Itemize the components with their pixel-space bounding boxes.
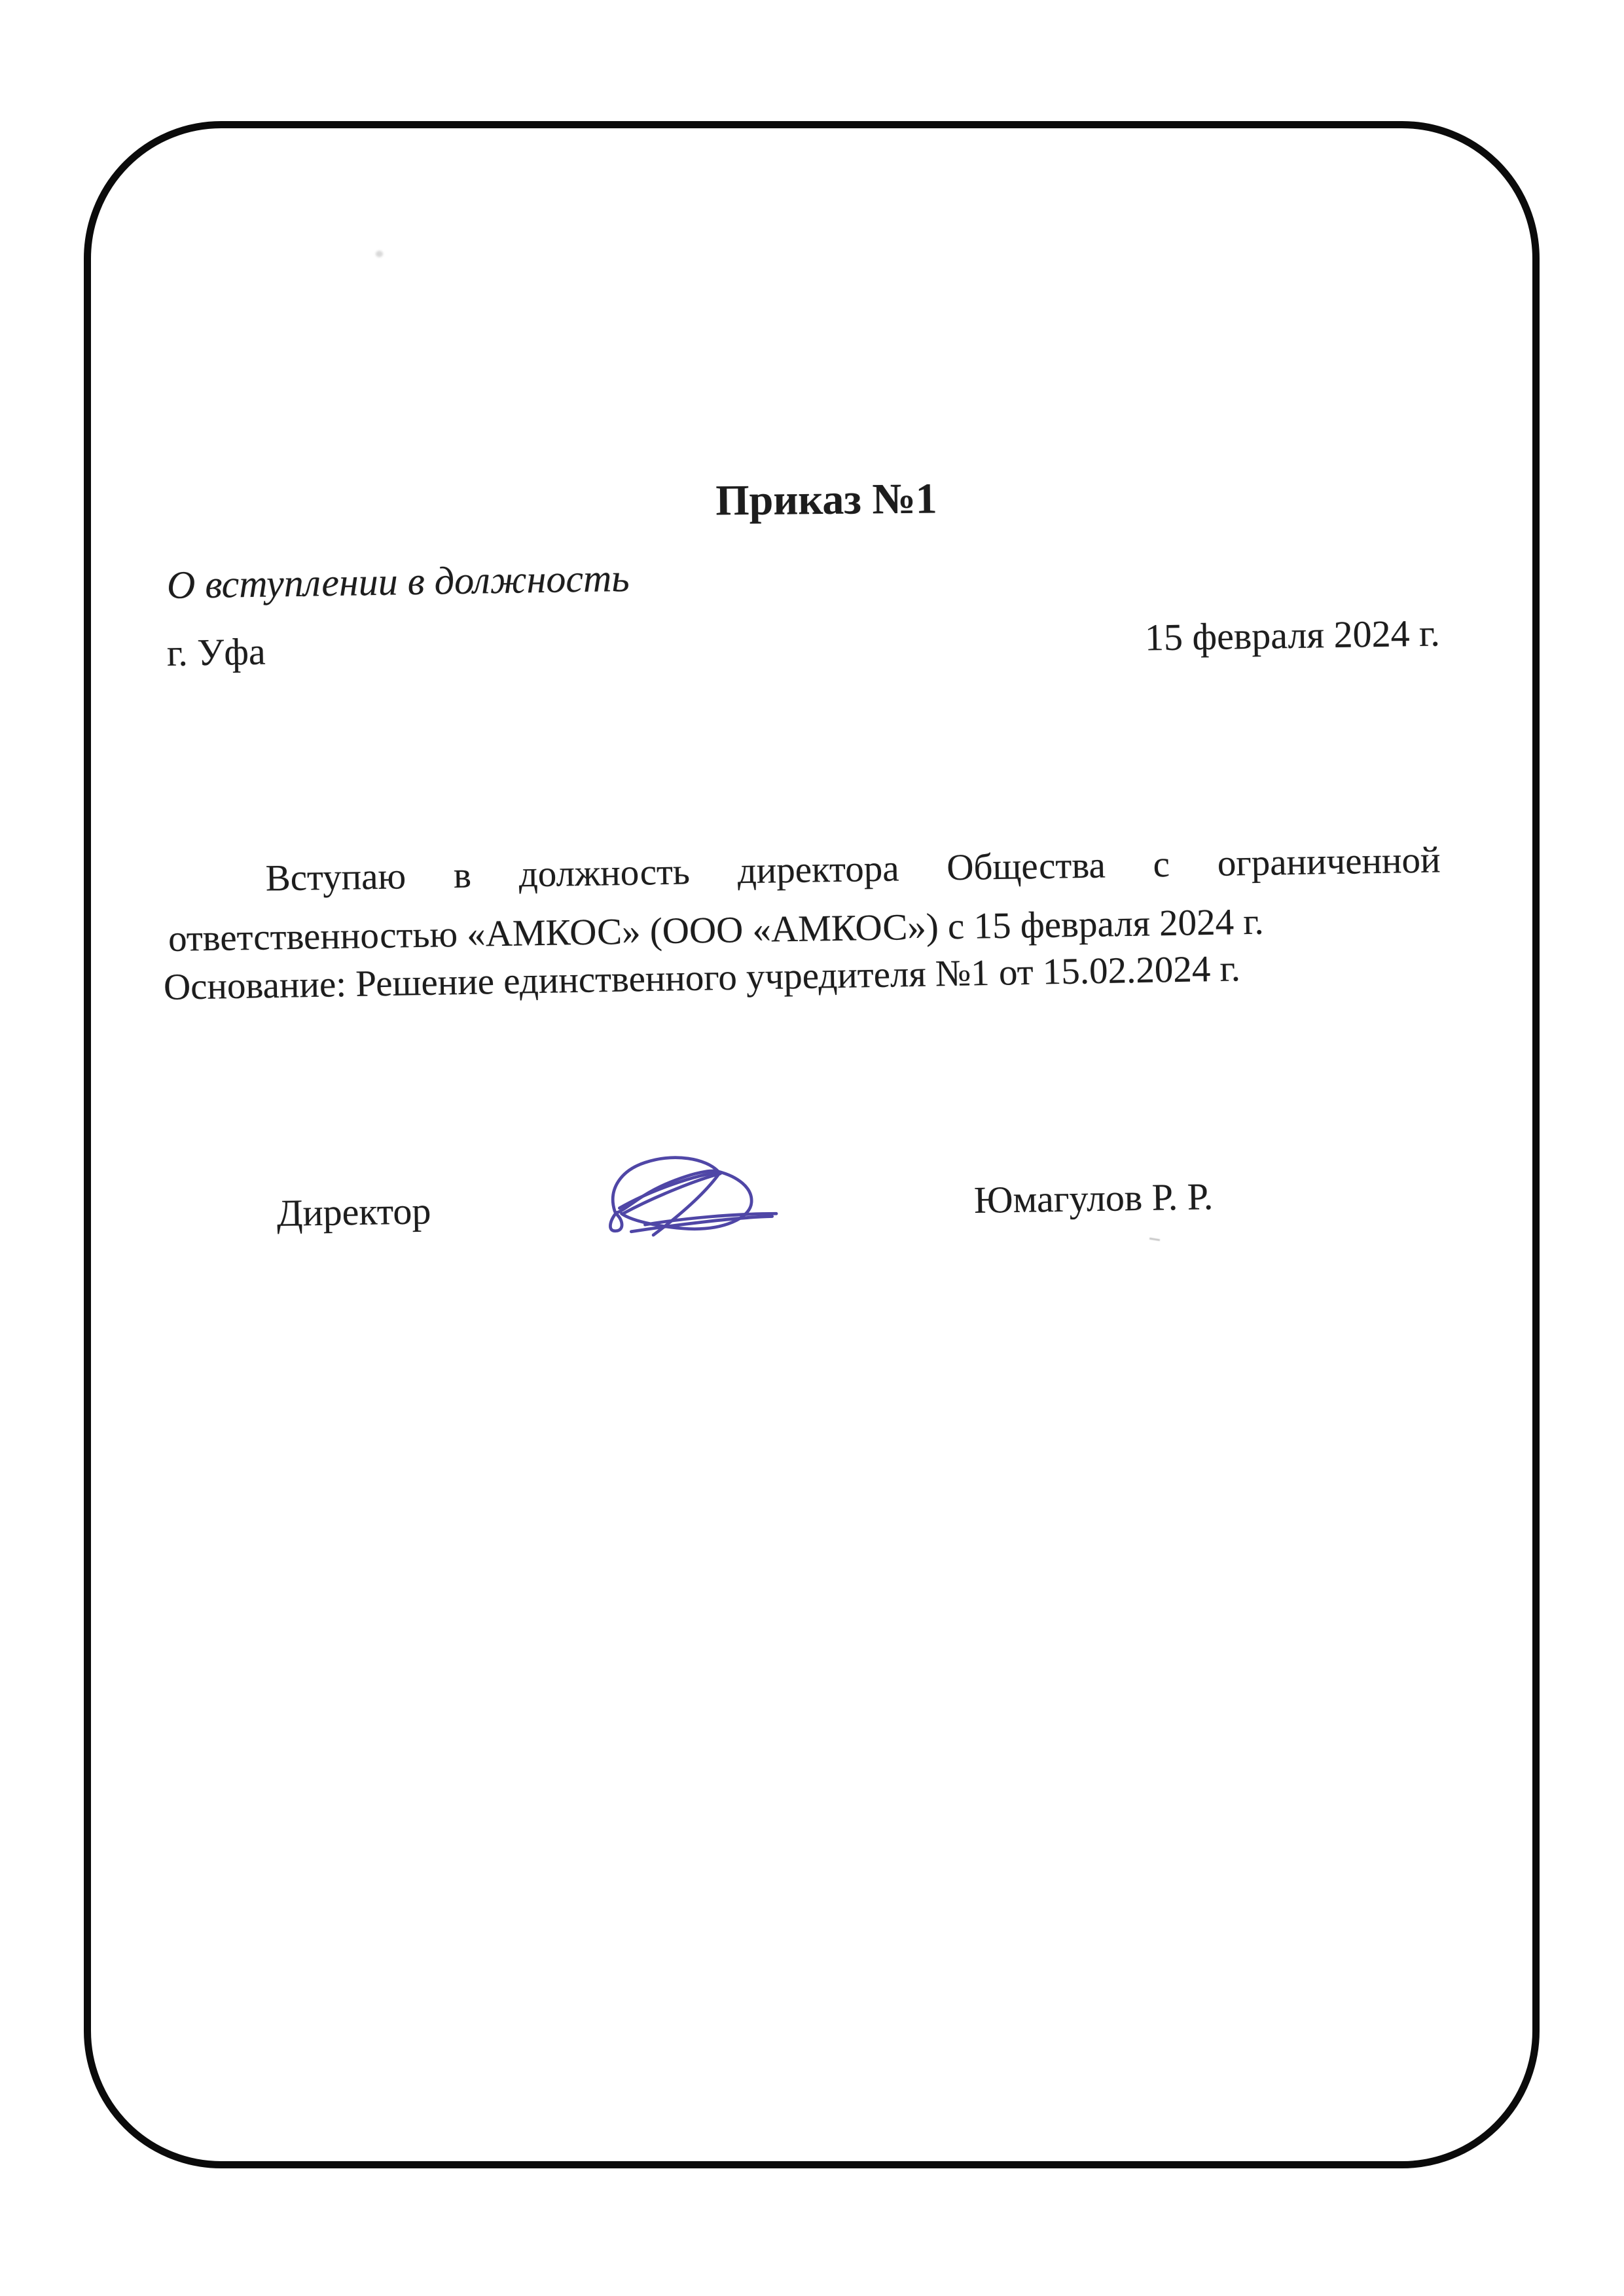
signature-stroke-group <box>610 1158 776 1235</box>
date-label: 15 февраля 2024 г. <box>1144 611 1441 659</box>
page-title: Приказ №1 <box>715 475 938 525</box>
subject-line: О вступлении в должность <box>166 556 630 607</box>
scan-noise-speck <box>376 251 383 257</box>
body-paragraph: Вступаю в должность директора Общества с ограниченной ответственностью «АМКОС» (ООО «АМКОС») с 15 февраля 2024 г. <box>168 839 1441 960</box>
place-label: г. Уфа <box>166 630 266 674</box>
signer-name: Юмагулов Р. Р. <box>973 1175 1214 1221</box>
signature-ink-icon <box>602 1147 789 1248</box>
document-border-frame <box>84 121 1540 2168</box>
basis-line: Основание: Решение единственного учредителя №1 от 15.02.2024 г. <box>163 948 1241 1008</box>
signer-role-label: Директор <box>276 1189 431 1234</box>
